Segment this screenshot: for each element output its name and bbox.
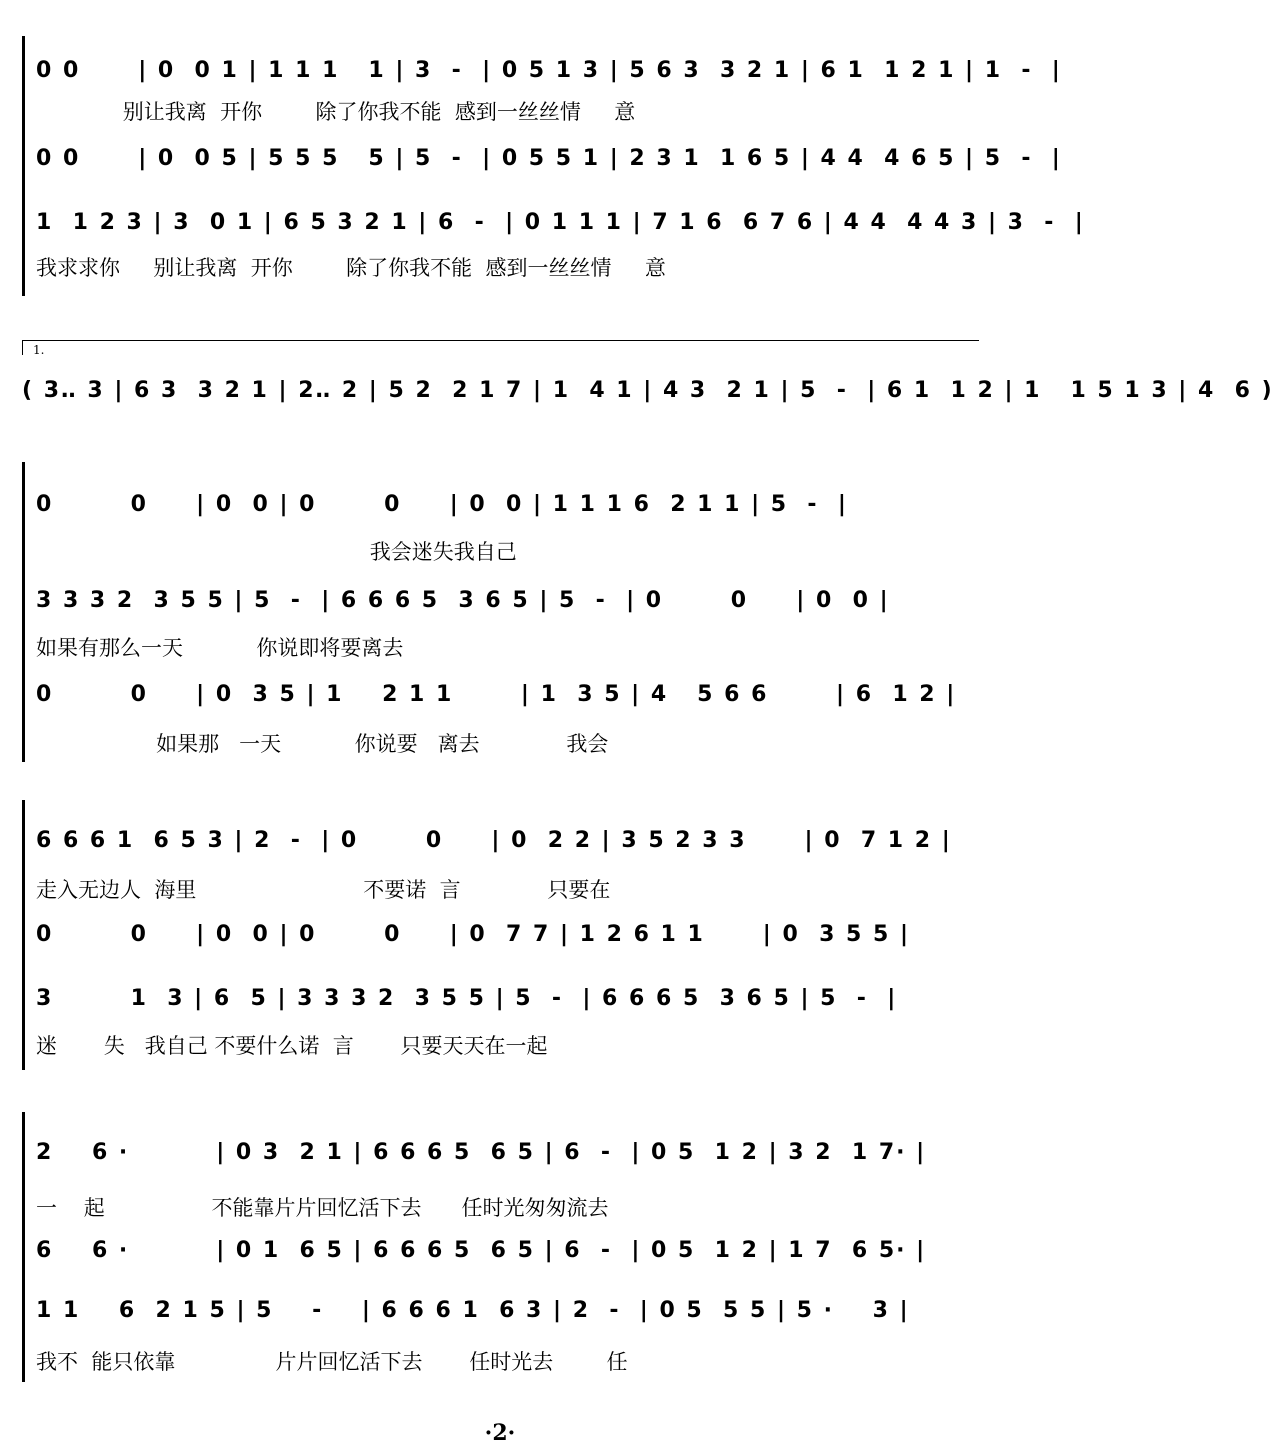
notation-line: 0 0 | 0 0 1 | 1 1 1 1 | 3 - | 0 5 1 3 | 5 6 3 3 2 1 | 6 1 1 2 1 | 1 - | [36, 57, 1062, 83]
part-row [36, 52, 1062, 88]
notation-line: 3 3 3 2 3 5 5 | 5 - | 6 6 6 5 3 6 5 | 5 - | 0 0 | 0 0 | [36, 587, 890, 613]
part-row [22, 372, 1274, 408]
lyric-row [36, 98, 982, 134]
part-row [36, 486, 982, 522]
lyric-row [36, 876, 982, 912]
notation-line: 0 0 | 0 0 5 | 5 5 5 5 | 5 - | 0 5 5 1 | 2 3 1 1 6 5 | 4 4 4 6 5 | 5 - | [36, 145, 1062, 171]
system-2 [22, 368, 1274, 418]
part-row [36, 822, 982, 858]
lyric-line: 我求求你 别让我离 开你 除了你我不能 感到一丝丝情 意 [36, 256, 666, 280]
lyric-line: 一 起 不能靠片片回忆活下去 任时光匆匆流去 [36, 1196, 609, 1220]
notation-line: 2 6 · | 0 3 2 1 | 6 6 6 5 6 5 | 6 - | 0 5 1 2 | 3 2 1 7· | [36, 1139, 927, 1165]
lyric-line: 如果那 一天 你说要 离去 我会 [36, 732, 609, 756]
system-brace [22, 462, 25, 762]
part-row [36, 1292, 982, 1328]
page-number: ·2· [484, 1420, 516, 1446]
lyric-row [36, 1194, 982, 1230]
notation-line: ( 3‥ 3 | 6 3 3 2 1 | 2‥ 2 | 5 2 2 1 7 | 1 4 1 | 4 3 2 1 | 5 - | 6 1 1 2 | 1 1 5 1 3 | 4 6 ) [22, 377, 1274, 403]
lyric-line: 迷 失 我自己 不要什么诺 言 只要天天在一起 [36, 1034, 548, 1058]
system-brace [22, 36, 25, 296]
part-row [36, 204, 1085, 240]
lyric-row [36, 1032, 982, 1068]
part-row [36, 582, 982, 618]
system-1 [22, 36, 1085, 296]
notation-line: 1 1 2 3 | 3 0 1 | 6 5 3 2 1 | 6 - | 0 1 1 1 | 7 1 6 6 7 6 | 4 4 4 4 3 | 3 - | [36, 209, 1085, 235]
notation-line: 6 6 6 1 6 5 3 | 2 - | 0 0 | 0 2 2 | 3 5 2 3 3 | 0 7 1 2 | [36, 827, 952, 853]
notation-line: 0 0 | 0 3 5 | 1 2 1 1 | 1 3 5 | 4 5 6 6 | 6 1 2 | [36, 681, 957, 707]
lyric-line: 如果有那么一天 你说即将要离去 [36, 636, 404, 660]
lyric-row [36, 634, 982, 670]
lyric-row [36, 254, 982, 290]
lyric-row [36, 730, 982, 766]
system-5 [22, 1112, 982, 1382]
system-4 [22, 800, 982, 1070]
part-row [36, 140, 1062, 176]
lyric-row [36, 1348, 982, 1384]
notation-line: 1 1 6 2 1 5 | 5 - | 6 6 6 1 6 3 | 2 - | 0 5 5 5 | 5 · 3 | [36, 1297, 910, 1323]
part-row [36, 676, 982, 712]
part-row [36, 1134, 982, 1170]
volta-label: 1. [33, 343, 45, 357]
system-brace [22, 800, 25, 1070]
system-3 [22, 462, 982, 762]
notation-line: 3 1 3 | 6 5 | 3 3 3 2 3 5 5 | 5 - | 6 6 6 5 3 6 5 | 5 - | [36, 985, 898, 1011]
lyric-line: 别让我离 开你 除了你我不能 感到一丝丝情 意 [36, 100, 636, 124]
part-row [36, 916, 982, 952]
part-row [36, 1232, 982, 1268]
system-brace [22, 1112, 25, 1382]
lyric-row [36, 538, 982, 574]
lyric-line: 我会迷失我自己 [36, 540, 517, 564]
part-row [36, 980, 982, 1016]
notation-line: 0 0 | 0 0 | 0 0 | 0 0 | 1 1 1 6 2 1 1 | 5 - | [36, 491, 848, 517]
notation-line: 6 6 · | 0 1 6 5 | 6 6 6 5 6 5 | 6 - | 0 5 1 2 | 1 7 6 5· | [36, 1237, 927, 1263]
notation-line: 0 0 | 0 0 | 0 0 | 0 7 7 | 1 2 6 1 1 | 0 3 5 5 | [36, 921, 911, 947]
lyric-line: 走入无边人 海里 不要诺 言 只要在 [36, 878, 611, 902]
lyric-line: 我不 能只依靠 片片回忆活下去 任时光去 任 [36, 1350, 628, 1374]
volta-bracket [22, 340, 979, 355]
